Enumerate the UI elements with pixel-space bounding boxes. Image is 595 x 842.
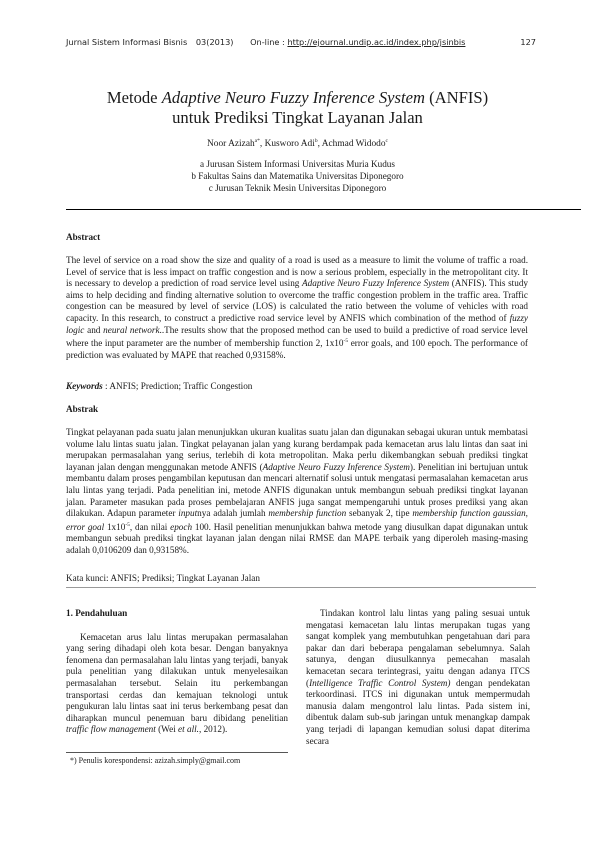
- abstract-end-divider: [66, 587, 536, 588]
- author-1-sup: a*: [254, 138, 260, 144]
- author-2-sup: b: [314, 138, 318, 144]
- title-prefix: Metode: [106, 88, 162, 107]
- header-divider: [66, 209, 581, 210]
- intro-paragraph-1: Kemacetan arus lalu lintas merupakan permasalahan yang sering dihadapi oleh kota besar. Dengan banyaknya fenomena dan permasalahan lalu lintas yang terjadi, banyak pula penelitian yang dilakukan untuk menyelesaikan permasalahan tersebut. Selain itu perkembangan transportasi cerdas dan kemajuan teknologi untuk pengukuran lalu lintas saat ini terus berkembang pesat dan diharapkan muncul penemuan baru dibidang penelitian traffic flow management (Wei et all., 2012).: [66, 631, 288, 735]
- paper-title: [60, 88, 535, 128]
- intro-paragraph-2: Tindakan kontrol lalu lintas yang paling sesuai untuk mengatasi kemacetan lalu lintas merupakan tugas yang sangat komplek yang membutuhkan pengetahuan dari para pakar dan dari beberapa pengalaman sebelumnya. Salah satunya, dengan diusulkannya pemecahan masalah kemacetan secara terintegrasi, yaitu dengan adanya ITCS (Intelligence Traffic Control System) dengan pendekatan terkoordinasi. ITCS ini digunakan untuk mempermudah manusia dalam mengontrol lalu lintas. Pada sistem ini, dibentuk dalam sub-sub jaringan untuk menangkap dampak yang terjadi di lapangan kemudian solusi dapat diterima secara: [306, 608, 530, 746]
- journal-name: Jurnal Sistem Informasi Bisnis: [66, 37, 188, 47]
- author-list: [60, 138, 535, 149]
- abstract-body: The level of service on a road show the size and quality of a road is used as a measure to limit the volume of traffic a road. Level of service that is less impact on traffic congestion and is now a serious problem, especially in the metropolitant city. It is necessary to develop a prediction of road service level using Adaptive Neuro Fuzzy Inference System (ANFIS). This study aims to help deciding and finding alternative solution to overcome the traffic congestion problem in the traffic area. Traffic congestion can be measured by level of service (LOS) is calculated the ratio between the volume of vehicles with road capacity. In this research, to construct a predictive road service level by ANFIS which combination of the method of fuzzy logic and neural network..The results show that the proposed method can be used to build a predictive of road service level where the input parameter are the number of membership function 2, $1x10^{-5}$ error goals, and 100 epoch. The performance of prediction was evaluated by MAPE that reached 0,93158%.: [66, 255, 529, 360]
- affiliation-a: a Jurusan Sistem Informasi Universitas Muria Kudus: [200, 159, 395, 169]
- kata-kunci: Kata kunci: ANFIS; Prediksi; Tingkat Layanan Jalan: [66, 573, 260, 583]
- page-number: 127: [520, 37, 536, 47]
- footnote: *) Penulis korespondensi: azizah.simply@gmail.com: [70, 756, 241, 765]
- keywords: [66, 381, 528, 393]
- abstrak-body: Tingkat pelayanan pada suatu jalan menunjukkan ukuran kualitas suatu jalan dan digunakan sebagai ukuran untuk membatasi volume lalu lintas suatu jalan. Tingkat pelayanan jalan yang kurang berdampak pada kemacetan arus lalu lintas dan saat ini merupakan permasalahan yang serius, terlebih di kota metropolitan. Maka perlu dikembangkan sebuah prediksi tingkat layanan jalan dengan menggunakan metode ANFIS (Adaptive Neuro Fuzzy Inference System). Penelitian ini bertujuan untuk membantu dalam proses pengambilan keputusan dan mencari alternatif solusi untuk mengatasi permasalahan kemacetan arus lalu lintas yang terjadi. Pada penelitian ini, metode ANFIS digunakan untuk membangun sebuah prediksi tingkat layanan jalan. Parameter masukan pada proses pembelajaran ANFIS juga sangat mempengaruhi untuk proses prediksi yang akan dilakukan. Adapun parameter inputnya adalah jumlah membership function sebanyak 2, tipe membership function gaussian, error goal $1x10^{-5}$, dan nilai epoch 100. Hasil penelitian menunjukkan bahwa metode yang diusulkan dapat digunakan untuk membangun sebuah prediksi tingkat layanan jalan dengan nilai RMSE dan MAPE terbaik yang diperoleh masing-masing adalah 0,0106209 dan 0,93158%.: [66, 427, 528, 555]
- author-3: , Achmad Widodo: [317, 139, 386, 149]
- keywords-text: : ANFIS; Prediction; Traffic Congestion: [102, 381, 253, 391]
- title-line2: untuk Prediksi Tingkat Layanan Jalan: [172, 108, 423, 127]
- author-1: Noor Azizah: [207, 139, 255, 149]
- author-2: , Kusworo Adi: [259, 139, 315, 149]
- keywords-label: Keywords: [66, 381, 103, 391]
- left-column: [66, 608, 288, 736]
- abstrak-heading: Abstrak: [66, 404, 99, 414]
- footnote-divider: [66, 752, 288, 753]
- journal-url-link[interactable]: http://ejournal.undip.ac.id/index.php/jsinbis: [287, 37, 466, 47]
- right-column: [306, 608, 530, 747]
- journal-volume: 03(2013): [195, 37, 234, 47]
- section-heading: 1. Pendahuluan: [66, 608, 128, 618]
- online-label: On-line :: [250, 37, 285, 47]
- title-suffix: (ANFIS): [424, 88, 489, 107]
- author-3-sup: c: [385, 138, 388, 144]
- affiliation-c: c Jurusan Teknik Mesin Universitas Diponegoro: [208, 183, 387, 193]
- abstract-heading: Abstract: [66, 232, 101, 242]
- running-header: [66, 37, 536, 47]
- title-italic: Adaptive Neuro Fuzzy Inference System: [161, 88, 425, 107]
- affiliation-b: b Fakultas Sains dan Matematika Universitas Diponegoro: [191, 171, 404, 181]
